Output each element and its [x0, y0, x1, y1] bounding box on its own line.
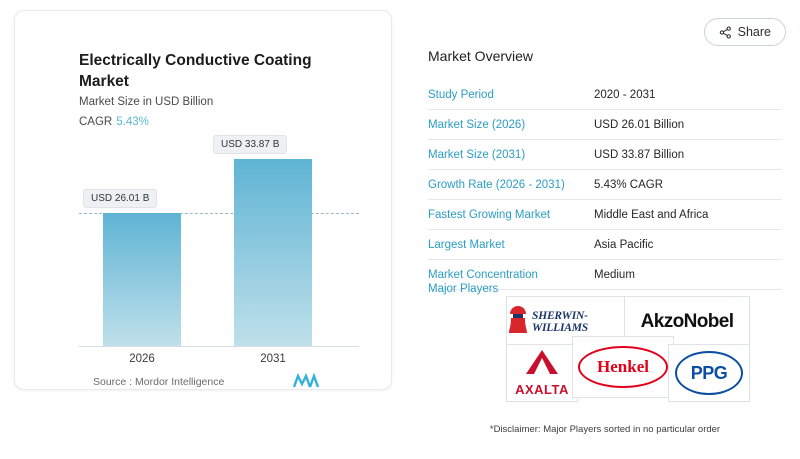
mordor-intelligence-logo-icon	[293, 373, 319, 389]
row-value: USD 26.01 Billion	[594, 118, 685, 131]
bar-2031	[234, 159, 312, 346]
row-value: Asia Pacific	[594, 238, 654, 251]
share-button-label: Share	[737, 25, 771, 39]
major-players-label: Major Players	[428, 283, 499, 295]
henkel-label: Henkel	[597, 357, 649, 376]
axalta-mark-icon	[525, 349, 559, 380]
row-value: 5.43% CAGR	[594, 178, 664, 191]
table-row	[428, 200, 782, 230]
ppg-label: PPG	[690, 362, 728, 383]
players-disclaimer: *Disclaimer: Major Players sorted in no particular order	[489, 424, 721, 435]
share-icon	[719, 26, 732, 39]
ppg-oval-icon	[675, 351, 743, 395]
logo-axalta	[506, 344, 578, 402]
row-value: 2020 - 2031	[594, 88, 656, 101]
akzonobel-label: AkzoNobel	[640, 311, 734, 332]
logo-ppg	[668, 344, 750, 402]
sherwin-williams-mark-icon	[507, 305, 529, 340]
chart-cagr	[79, 116, 149, 128]
axalta-label: AXALTA	[515, 382, 569, 397]
row-value: Medium	[594, 268, 635, 281]
row-key: Market Size (2031)	[428, 148, 526, 161]
table-row	[428, 140, 782, 170]
major-players-logos	[500, 296, 750, 406]
chart-cagr-value: 5.43%	[116, 116, 149, 128]
chart-subtitle: Market Size in USD Billion	[79, 96, 214, 108]
row-value: USD 33.87 Billion	[594, 148, 685, 161]
market-overview-heading: Market Overview	[428, 48, 534, 64]
row-key: Fastest Growing Market	[428, 208, 551, 221]
chart-card	[14, 10, 392, 390]
table-row	[428, 110, 782, 140]
sherwin-williams-label: SHERWIN-WILLIAMS	[532, 310, 588, 334]
row-key: Growth Rate (2026 - 2031)	[428, 178, 565, 191]
chart-title: Electrically Conductive Coating Market	[79, 52, 312, 90]
row-value: Middle East and Africa	[594, 208, 709, 221]
table-row	[428, 80, 782, 110]
x-tick-2031: 2031	[260, 353, 286, 365]
bar-label-2026: USD 26.01 B	[83, 189, 157, 208]
row-key: Largest Market	[428, 238, 505, 251]
bar-chart-plot	[79, 139, 359, 365]
chart-source: Source : Mordor Intelligence	[93, 376, 225, 388]
row-key: Study Period	[428, 88, 494, 101]
chart-cagr-label: CAGR	[79, 116, 113, 128]
x-axis-line	[79, 346, 359, 347]
market-overview-table	[428, 80, 782, 290]
row-key: Market Size (2026)	[428, 118, 526, 131]
table-row	[428, 170, 782, 200]
table-row	[428, 230, 782, 260]
bar-2026	[103, 213, 181, 346]
share-button[interactable]	[704, 18, 786, 46]
x-tick-2026: 2026	[129, 353, 155, 365]
henkel-oval-icon	[578, 346, 668, 388]
logo-henkel	[572, 336, 674, 398]
bar-label-2031: USD 33.87 B	[213, 135, 287, 154]
row-key: Market Concentration	[428, 268, 538, 281]
